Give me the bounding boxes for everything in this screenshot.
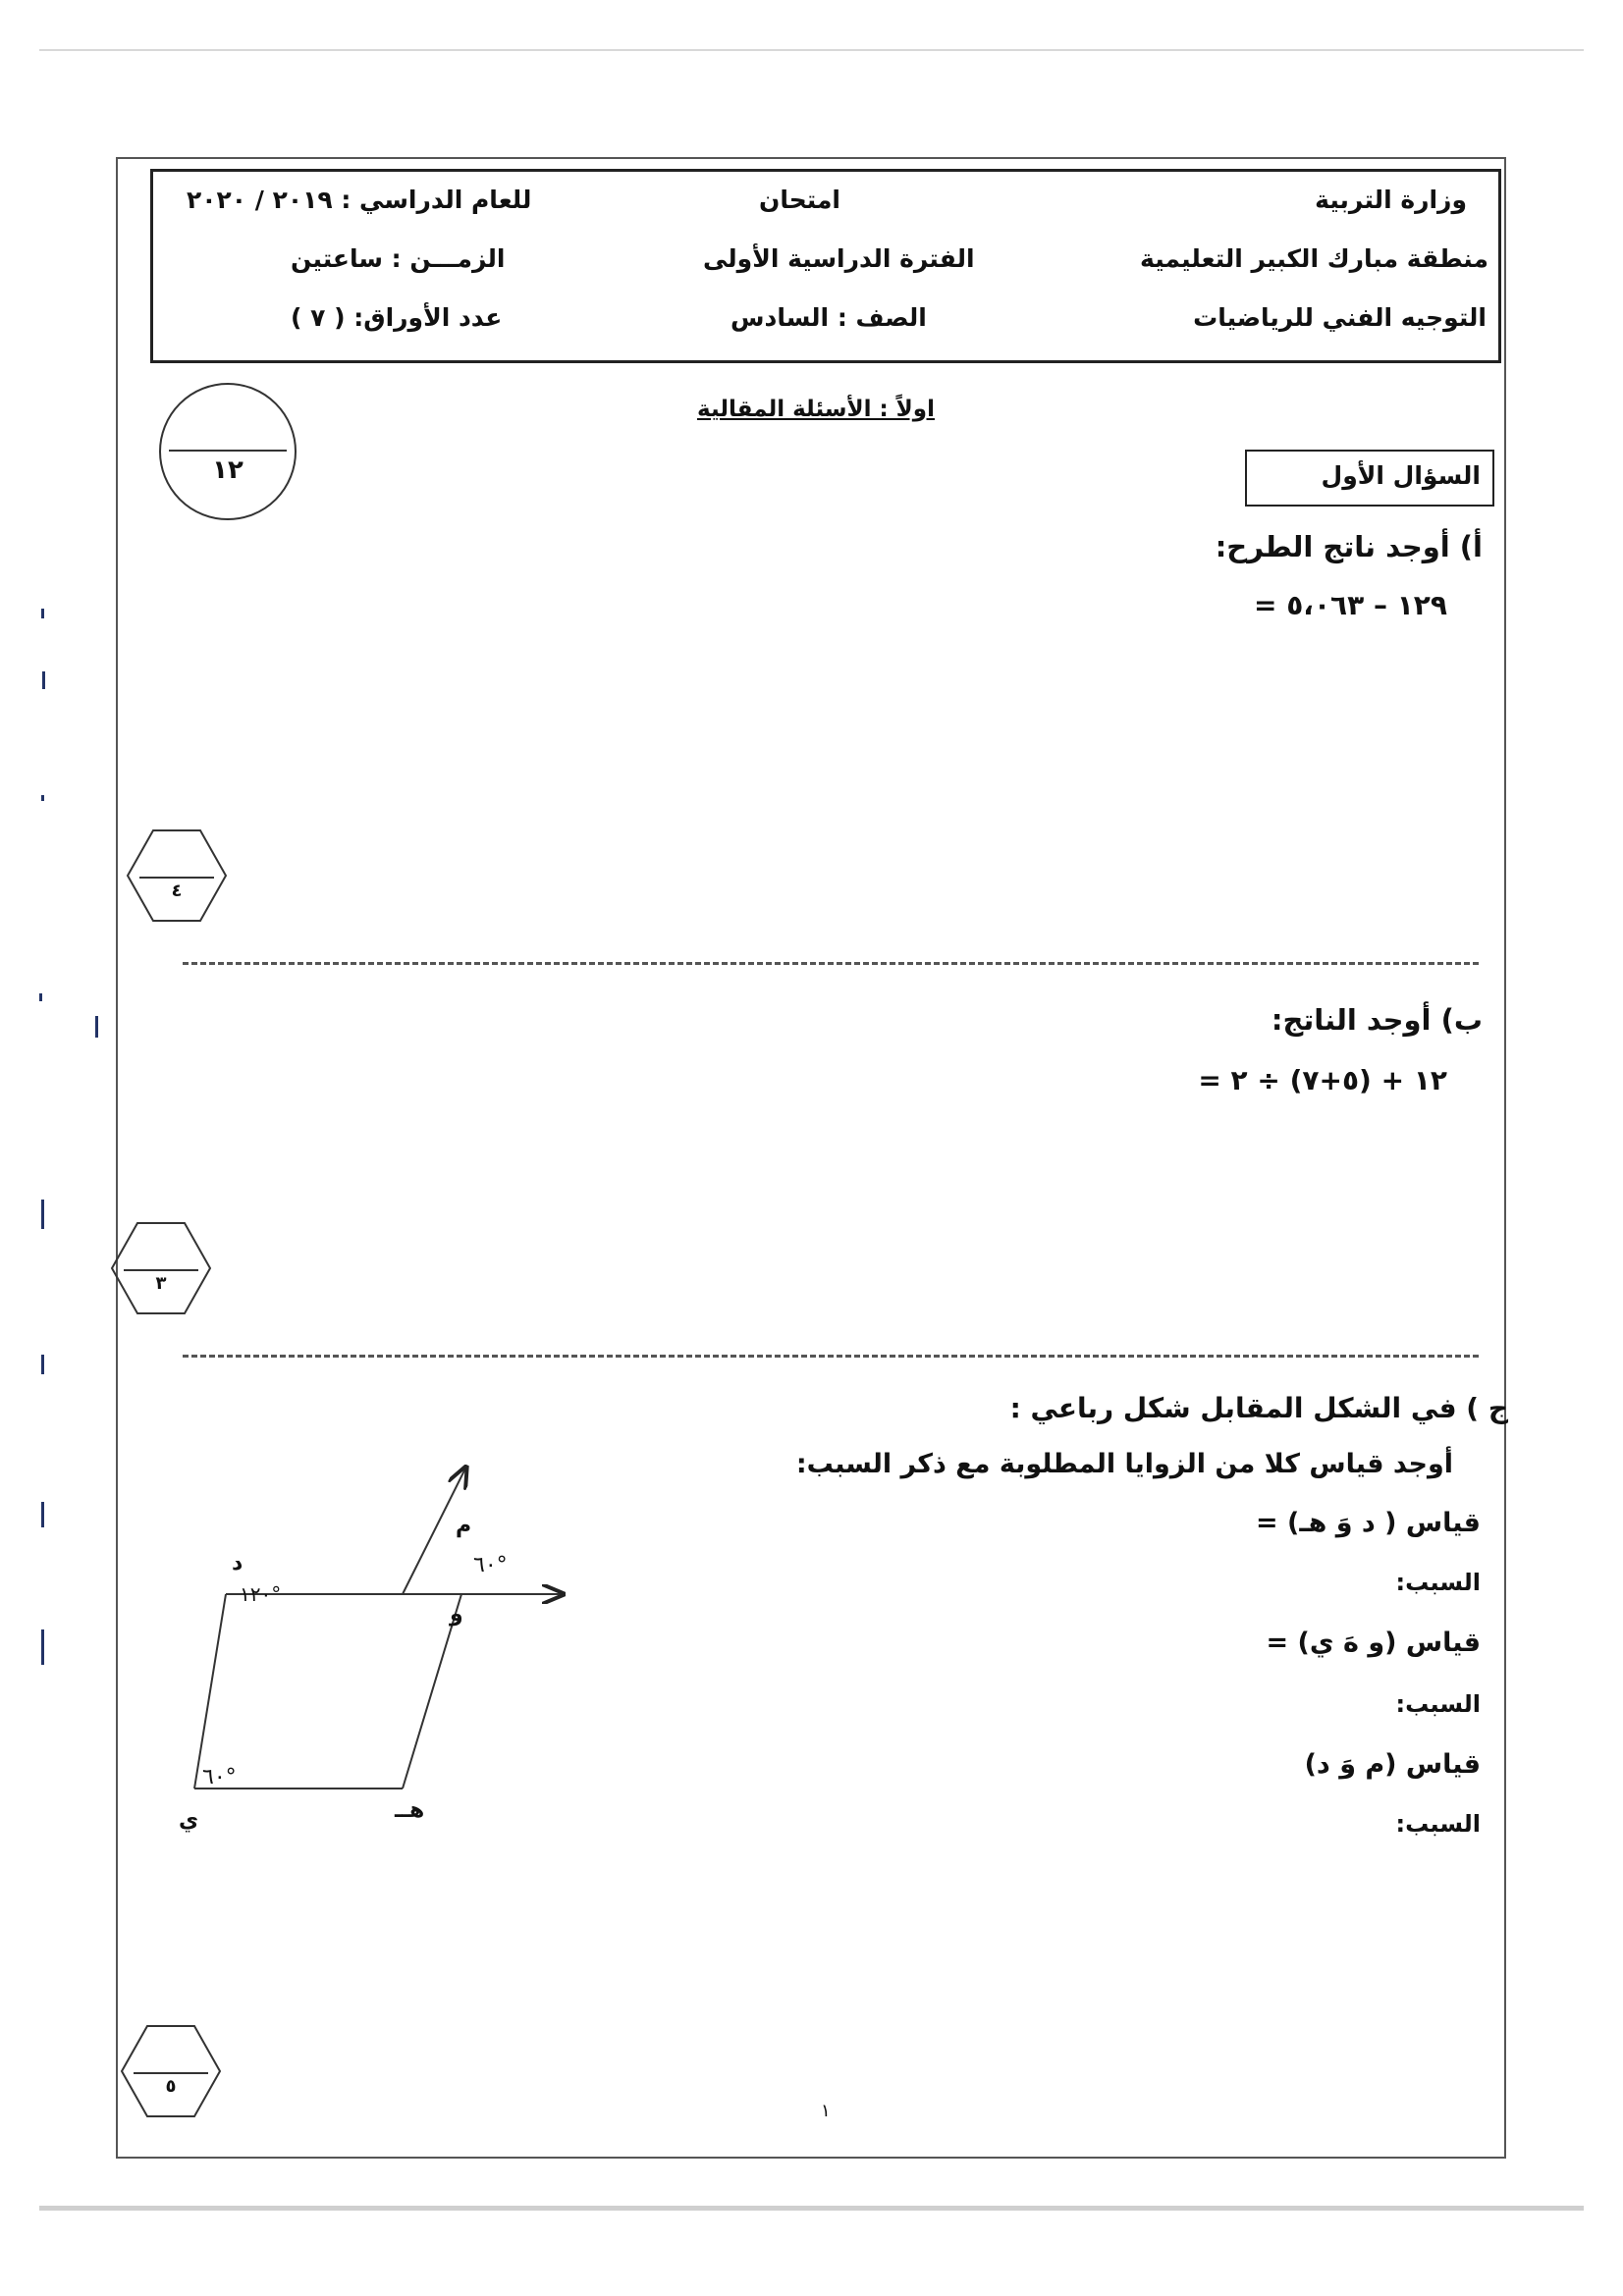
angle-d-value: ١٢٠° (240, 1582, 282, 1606)
question1-box (1245, 450, 1494, 507)
quadrilateral-figure (177, 1465, 727, 1877)
department-name: التوجيه الفني للرياضيات (1193, 303, 1487, 332)
top-rule (39, 49, 1584, 51)
reason-2: السبب: (1395, 1690, 1481, 1718)
scan-artifact (39, 993, 42, 1001)
exam-label: امتحان (759, 186, 840, 214)
vertex-h-label: هــ (395, 1798, 425, 1823)
exam-page (116, 157, 1506, 2159)
vertex-m-label: م (456, 1514, 472, 1538)
part-a-score: ٤ (171, 881, 183, 901)
vertex-w-label: و (450, 1602, 463, 1627)
angle-y-value: ٦٠° (202, 1765, 237, 1789)
part-b-expression: ١٢ + (٥+٧) ÷ ٢ = (1198, 1064, 1447, 1096)
reason-1: السبب: (1395, 1569, 1481, 1596)
part-c-score: ٥ (165, 2076, 177, 2097)
scan-artifact (41, 1355, 44, 1374)
part-a-label: أ) أوجد ناتج الطرح: (1215, 530, 1483, 563)
angle-m-value: ٦٠° (473, 1553, 508, 1577)
angle-d-w-h: قياس ( د وَ هـ) = (1256, 1508, 1481, 1538)
scan-artifact (41, 795, 44, 801)
pages-count: عدد الأوراق: ( ٧ ) (291, 303, 503, 332)
side-y-d (194, 1594, 226, 1789)
term-label: الفترة الدراسية الأولى (703, 244, 975, 273)
total-score: ١٢ (212, 455, 243, 485)
vertex-d-label: د (232, 1551, 243, 1575)
scan-artifact (41, 1629, 44, 1665)
bottom-rule (39, 2206, 1584, 2211)
district-name: منطقة مبارك الكبير التعليمية (1140, 244, 1488, 273)
exam-duration: الزمـــن : ساعتين (291, 244, 506, 273)
page-number: ١ (821, 2101, 831, 2121)
part-b-score: ٣ (155, 1273, 167, 1294)
question1-title: السؤال الأول (1321, 461, 1481, 490)
part-a-expression: ١٢٩ – ٥،٠٦٣ = (1254, 589, 1447, 621)
scan-artifact (95, 1016, 98, 1038)
grade-label: الصف : السادس (730, 303, 927, 332)
vertex-y-label: ي (179, 1808, 199, 1833)
part-c-score-hexagon (120, 2024, 222, 2118)
divider (183, 962, 1479, 965)
part-a-score-hexagon (126, 828, 228, 923)
section-title: اولاً : الأسئلة المقالية (697, 397, 935, 422)
part-c-instruction: أوجد قياس كلا من الزوايا المطلوبة مع ذكر السبب: (795, 1449, 1453, 1479)
school-year: للعام الدراسي : ٢٠١٩ / ٢٠٢٠ (187, 186, 532, 214)
scan-artifact (41, 609, 44, 618)
angle-w-h-y: قياس (و هَ ي) = (1266, 1628, 1481, 1658)
part-b-label: ب) أوجد الناتج: (1271, 1003, 1483, 1037)
divider (183, 1355, 1479, 1358)
scan-artifact (41, 1200, 44, 1229)
scan-artifact (42, 671, 45, 689)
scan-artifact (41, 1502, 44, 1527)
ministry-name: وزارة التربية (1315, 186, 1467, 214)
exam-header (150, 169, 1501, 363)
angle-m-w-d: قياس (م وَ د) (1304, 1749, 1481, 1780)
part-c-label: ج ) في الشكل المقابل شكل رباعي : (1009, 1392, 1508, 1424)
total-score-circle (159, 383, 297, 520)
part-b-score-hexagon (110, 1221, 212, 1315)
reason-3: السبب: (1395, 1810, 1481, 1838)
